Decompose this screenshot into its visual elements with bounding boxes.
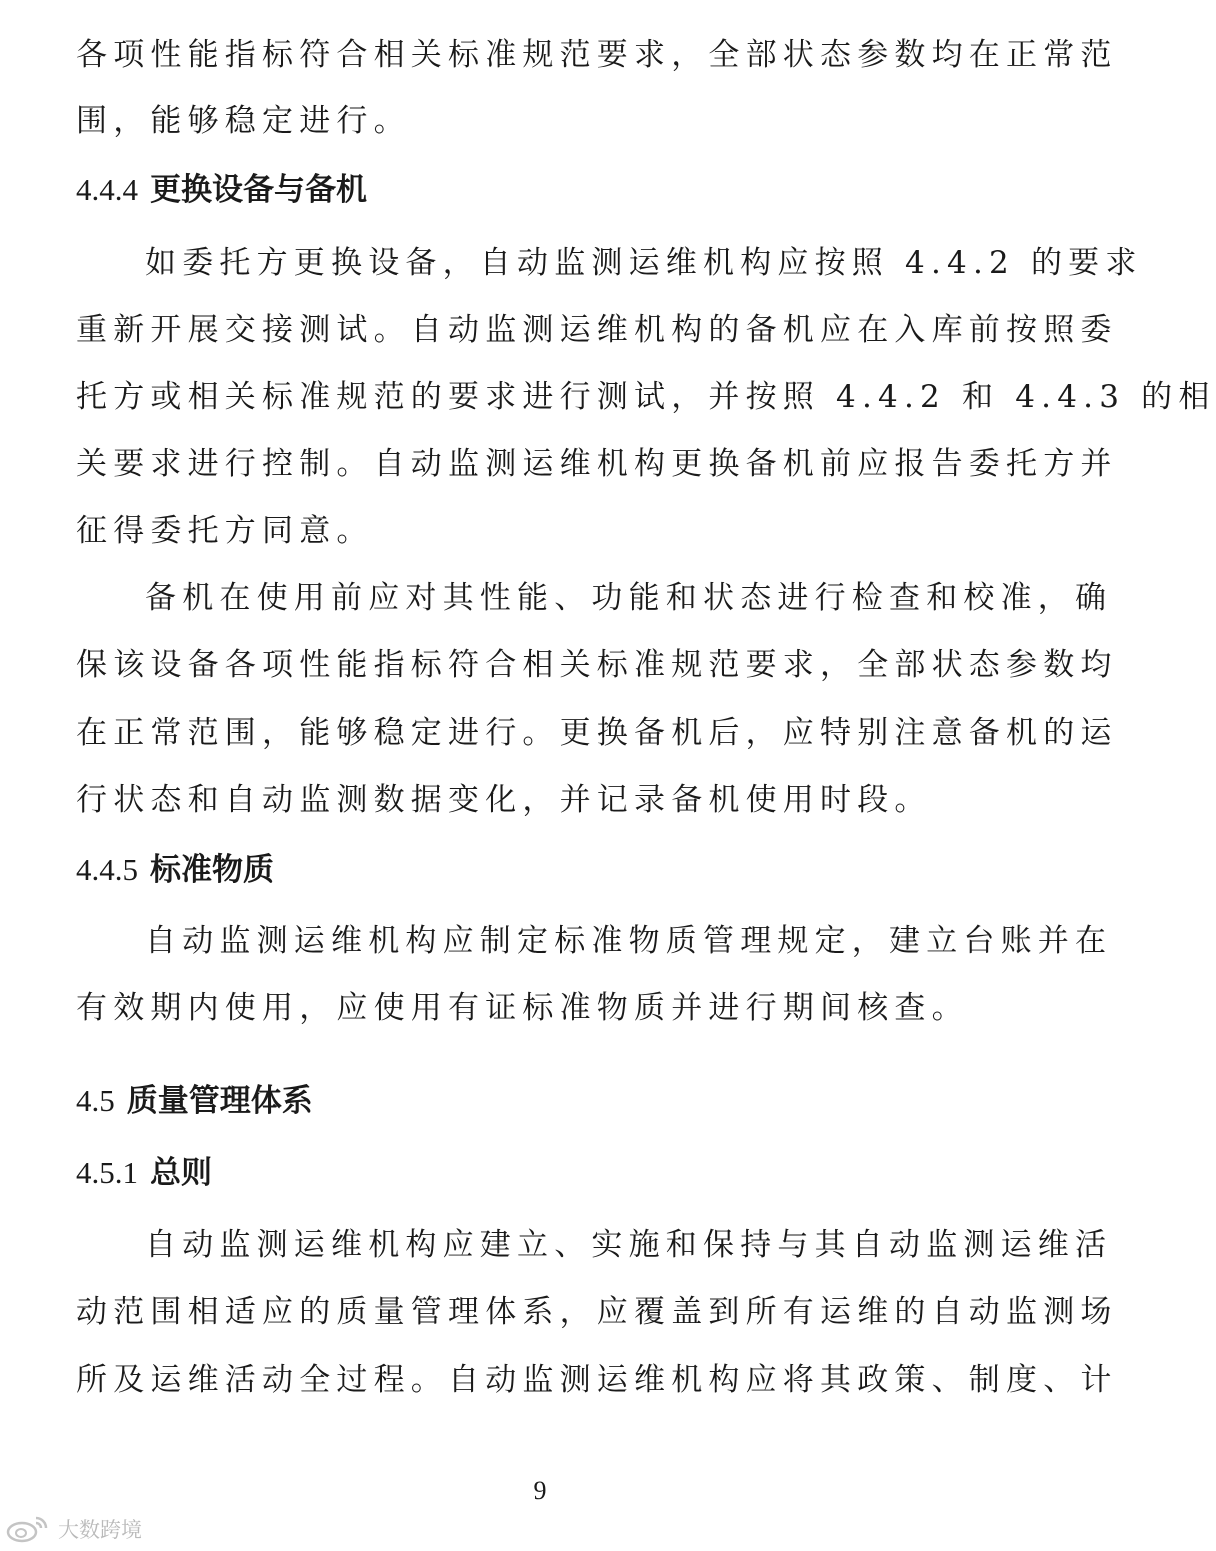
watermark-text: 大数跨境 <box>58 1518 142 1542</box>
page-number: 9 <box>533 1476 547 1505</box>
section-heading-4-5 <box>76 1081 313 1121</box>
heading-number: 4.4.5 <box>76 852 138 887</box>
heading-number: 4.5.1 <box>76 1155 138 1190</box>
body-text-line: 备机在使用前应对其性能、功能和状态进行检查和校准，确 <box>145 580 1113 616</box>
body-text-line: 各项性能指标符合相关标准规范要求，全部状态参数均在正常范 <box>76 37 1118 73</box>
watermark <box>6 1512 142 1546</box>
body-text-line: 有效期内使用，应使用有证标准物质并进行期间核查。 <box>76 990 969 1026</box>
heading-title: 标准物质 <box>150 852 274 888</box>
heading-number: 4.5 <box>76 1083 115 1118</box>
heading-title: 更换设备与备机 <box>150 172 367 208</box>
body-text-line: 自动监测运维机构应制定标准物质管理规定，建立台账并在 <box>145 923 1113 959</box>
body-text-line: 保该设备各项性能指标符合相关标准规范要求，全部状态参数均 <box>76 647 1118 683</box>
section-heading-4-4-4 <box>76 170 367 210</box>
body-text-line: 行状态和自动监测数据变化，并记录备机使用时段。 <box>76 782 932 818</box>
body-text-line: 征得委托方同意。 <box>76 513 374 549</box>
body-text-line: 在正常范围，能够稳定进行。更换备机后，应特别注意备机的运 <box>76 715 1118 751</box>
body-text-line: 所及运维活动全过程。自动监测运维机构应将其政策、制度、计 <box>76 1362 1118 1398</box>
heading-number: 4.4.4 <box>76 172 138 207</box>
section-heading-4-5-1 <box>76 1153 212 1193</box>
body-text-line: 重新开展交接测试。自动监测运维机构的备机应在入库前按照委 <box>76 312 1118 348</box>
body-text-line: 如委托方更换设备，自动监测运维机构应按照 4.4.2 的要求 <box>145 245 1143 281</box>
weibo-logo-icon <box>6 1514 52 1544</box>
heading-title: 总则 <box>150 1155 212 1191</box>
body-text-line: 关要求进行控制。自动监测运维机构更换备机前应报告委托方并 <box>76 446 1118 482</box>
body-text-line: 动范围相适应的质量管理体系，应覆盖到所有运维的自动监测场 <box>76 1294 1118 1330</box>
body-text-line: 围，能够稳定进行。 <box>76 103 411 139</box>
body-text-line: 自动监测运维机构应建立、实施和保持与其自动监测运维活 <box>145 1227 1113 1263</box>
section-heading-4-4-5 <box>76 850 274 890</box>
heading-title: 质量管理体系 <box>126 1083 313 1119</box>
body-text-line: 托方或相关标准规范的要求进行测试，并按照 4.4.2 和 4.4.3 的相 <box>76 379 1216 415</box>
